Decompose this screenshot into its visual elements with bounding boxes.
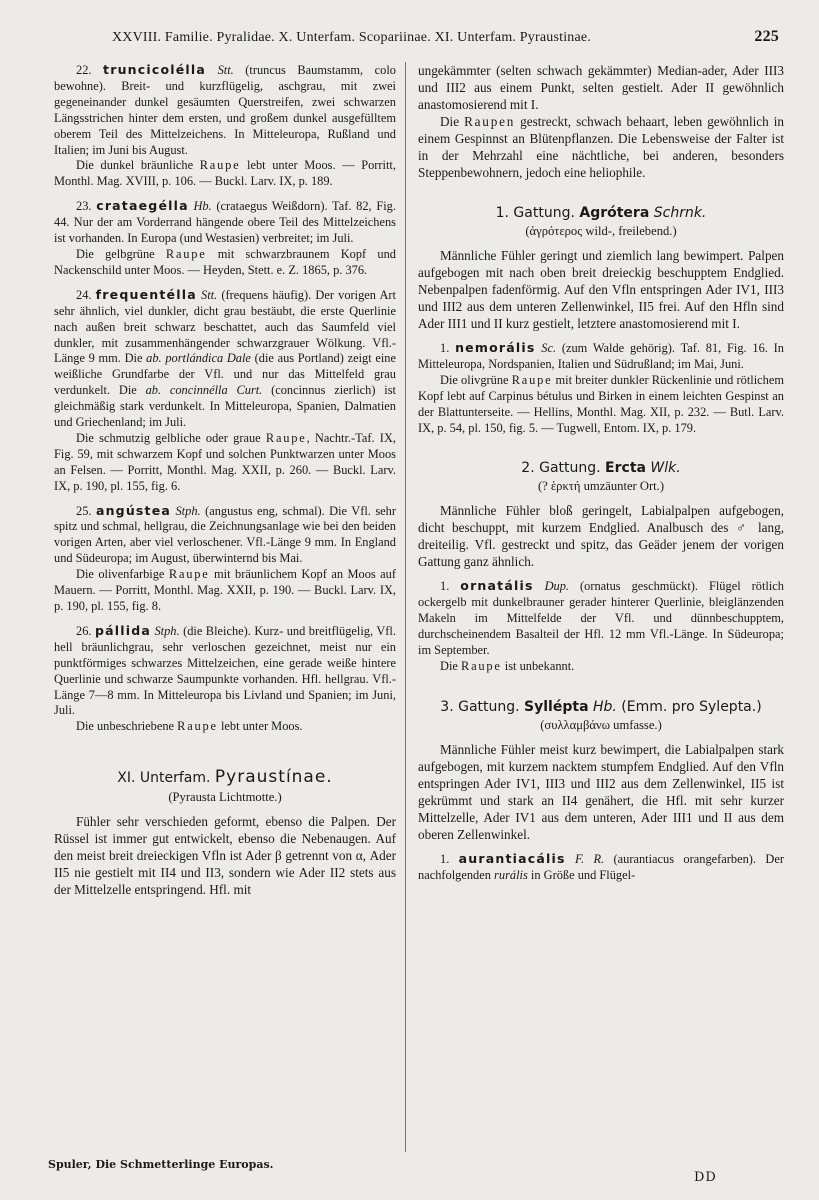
description: (angustus eng, schmal). Die Vfl. sehr spitz und schmal, hellgrau, die Zeichnungsanlage wie bei den beiden vorigen Arten, aber viel verloschener. Vfl.-Länge 9 mm. In England und Südeuropa; im August, überwinternd bis Mai. xyxy=(54,503,396,566)
genus-description: Männliche Fühler geringt und ziemlich lang bewimpert. Palpen aufgebogen mit nach oben breit dreieckig beschupptem Endglied. Nebenpalpen fadenförmig. Auf den Vfln entspringen Ader IV1, III3 und III2 aus dem unteren Zellenwinkel, II5 frei. Auf den Hfln sind Ader III1 und II kurz gestielt, letztere anastomosierend mit I. xyxy=(418,248,784,331)
author: Stph. xyxy=(154,623,180,638)
author: Schrnk. xyxy=(653,205,707,221)
larva-note: Die schmutzig gelbliche oder graue Raupe, Nachtr.-Taf. IX, Fig. 59, mit schwarzem Kopf und solchen Punktwarzen unter Moos an Felsen. — Porritt, Monthl. Mag. XXII, p. 260. — Buckl. Larv. IX, p. 190, pl. 155, fig. 6. xyxy=(54,430,396,493)
description: (truncus Baumstamm, colo bewohne). Breit- und kurzflügelig, aschgrau, mit zwei gegeneinander dunkel gesäumten Querstreifen, zwei schwarzen Längsstrichen hinter dem ersten, und großem dunkel ausgefülltem oberem Teil des Mittelzeichens. In Mitteleuropa, Rußland und Italien; im Juni bis August. xyxy=(54,63,396,157)
signature-mark: DD xyxy=(694,1170,717,1185)
running-head xyxy=(112,30,779,46)
left-column xyxy=(54,62,396,898)
species-entry-pallida: 26. pállida Stph. (die Bleiche). Kurz- und breitflügelig, Vfl. hell bräunlichgrau, sehr verloschen gezeichnet, meist nur ein punktförmiges schwarzes Mittelzeichen, eine gerade weiße hintere Querlinie und schwarze Saumpunkte vorhanden. Hfl. hellgrau. Vfl.-Länge 7—8 mm. In Mitteleuropa bis Livland und Spanien; im Juni, Juli. xyxy=(54,622,396,718)
species-name: nemorális xyxy=(455,340,536,355)
subfamily-heading: XI. Unterfam. Pyraustínae. xyxy=(117,767,333,788)
author: Dup. xyxy=(544,579,570,594)
genus-description: Männliche Fühler bloß geringelt, Labialpalpen aufgebogen, dicht beschuppt, mit kurzem Endglied. Analbusch des ♂ lang, dreiteilig. Vfl. gestreckt und spitz, das Geäder jenem der vorigen Gattung ganz ähnlich. xyxy=(418,503,784,570)
species-entry-truncicolella: 22. truncicolélla Stt. (truncus Baumstamm, colo bewohne). Breit- und kurzflügelig, aschgrau, mit zwei gegeneinander dunkel gesäumten Querstreifen, zwei schwarzen Längsstrichen hinter dem ersten, und großem dunkel ausgefülltem oberem Teil des Mittelzeichens. In Mitteleuropa, Rußland und Italien; im Juni bis August. xyxy=(54,62,396,157)
genus-name: Syllépta xyxy=(524,698,589,715)
aberration-name: concinnélla Curt. xyxy=(169,383,263,398)
author: Stt. xyxy=(217,63,234,77)
larva-note: Die Raupe ist unbekannt. xyxy=(440,658,575,673)
species-name: frequentélla xyxy=(95,286,197,302)
author: Hb. xyxy=(193,199,212,214)
author: Wlk. xyxy=(650,460,681,477)
description: (crataegus Weißdorn). Taf. 82, Fig. 44. Nur der am Vorderrand hängende obere Teil des Mittelzeichens ist vorhanden. In Europa (und Westasien) verbreitet; im Juli. xyxy=(54,199,396,246)
species-entry-crataegella: 23. crataegélla Hb. (crataegus Weißdorn). Taf. 82, Fig. 44. Nur der am Vorderrand hängende obere Teil des Mittelzeichens ist vorhanden. In Europa (und Westasien) verbreitet; im Juli. xyxy=(54,198,396,246)
page-number: 225 xyxy=(754,28,779,45)
genus-heading-agrotera: 1. Gattung. Agrótera Schrnk. xyxy=(495,205,707,221)
column-divider xyxy=(405,62,406,1152)
subfamily-description: Fühler sehr verschieden geformt, ebenso die Palpen. Der Rüssel ist immer gut entwickelt, ebenso die Nebenaugen. Auf den meist breit dreieckigen Vfln ist Ader β getrennt von α, Ader II5 nie gestielt mit II4 und II3, sondern wie Ader II2 stets aus der Mittelzelle entspringend. Hfl. mit xyxy=(54,814,396,898)
subfamily-description-continued: ungekämmter (selten schwach gekämmter) Median-ader, Ader III3 und III2 aus einem Punkt, selten gestielt. Ader II gewöhnlich anastomosierend mit I. xyxy=(418,63,784,112)
species-entry-angustea: 25. angústea Stph. (angustus eng, schmal). Die Vfl. sehr spitz und schmal, hellgrau, die Zeichnungsanlage wie bei den beiden vorigen Arten, aber viel verloschener. Vfl.-Länge 9 mm. In England und Südeuropa; im August, überwinternd bis Mai. xyxy=(54,502,396,566)
species-name: truncicolélla xyxy=(103,62,207,77)
author: Hb. xyxy=(592,698,617,715)
author: Stt. xyxy=(201,287,218,302)
genus-description: Männliche Fühler meist kurz bewimpert, die Labialpalpen stark aufgebogen, mit kurzem nacktem stumpfem Endglied. Auf den Vfln entspringen Ader IV1, III3 und III2 aus dem Zellenwinkel, II5 ist gekrümmt und stark an II4 genähert, die Hfl. mit sehr kurzer Mittelzelle, Ader IV1 aus dem unteren, Ader III1 und II aus dem oberen Zellenwinkel. xyxy=(418,741,784,842)
genus-etymology: (? ἑρκτή umzäunter Ort.) xyxy=(537,479,665,494)
author: Stph. xyxy=(175,503,201,518)
footer-book-title: Spuler, Die Schmetterlinge Europas. xyxy=(48,1158,274,1171)
running-head-text: XXVIII. Familie. Pyralidae. X. Unterfam. Scopariinae. XI. Unterfam. Pyraustinae. xyxy=(112,30,592,45)
larva-note: Die gelbgrüne Raupe mit schwarzbraunem Kopf und Nackenschild unter Moos. — Heyden, Stett. e. Z. 1865, p. 376. xyxy=(54,246,396,277)
genus-heading-ercta: 2. Gattung. Ercta Wlk. xyxy=(521,460,681,477)
species-name: pállida xyxy=(94,622,151,638)
aberration-name: portlándica Dale xyxy=(165,351,251,366)
genus-name: Ercta xyxy=(605,460,646,477)
larva-note: Die olivenfarbige Raupe mit bräunlichem Kopf an Moos auf Mauern. — Porritt, Monthl. Mag. XXII, p. 190. — Buckl. Larv. IX, p. 190, pl. 155, fig. 8. xyxy=(54,567,396,613)
right-column xyxy=(418,62,784,884)
description: (die Bleiche). Kurz- und breitflügelig, Vfl. hell bräunlichgrau, sehr verloschen gezeichnet, meist nur ein punktförmiges schwarzes Mittelzeichen, eine gerade weiße hintere Querlinie und schwarze Saumpunkte vorhanden. Hfl. hellgrau. Vfl.-Länge 7—8 mm. In Mitteleuropa bis Livland und Spanien; im Juni, Juli. xyxy=(54,623,396,718)
genus-etymology: (συλλαμβάνω umfasse.) xyxy=(540,717,662,732)
genus-etymology: (ἀγρότερος wild-, freilebend.) xyxy=(525,224,677,238)
larva-note: Die olivgrüne Raupe mit breiter dunkler Rückenlinie und rötlichem Kopf lebt auf Carpinus bétulus und Birken in einem leichten Gespinst an der Blattunterseite. — Hellins, Monthl. Mag. XII, p. 232. — Butl. Larv. IX, p. 54, pl. 150, fig. 5. — Tugwell, Entom. IX, p. 179. xyxy=(418,372,784,435)
subfamily-etymology: (Pyrausta Lichtmotte.) xyxy=(168,790,282,805)
author: Sc. xyxy=(541,341,557,355)
larva-note: Die dunkel bräunliche Raupe lebt unter Moos. — Porritt, Monthl. Mag. XVIII, p. 106. — Buckl. Larv. IX, p. 189. xyxy=(54,158,396,189)
author: F. R. xyxy=(575,851,605,866)
species-entry-ornatalis: 1. ornatális Dup. (ornatus geschmückt). Flügel rötlich ockergelb mit dunkelbrauner gerader hinterer Querlinie, bleiglänzenden Makeln im Mittelfelde der Vfl. und dünnbeschupptem, durchscheinendem Basalteil der Hfl. 12 mm Vfl.-Länge. In Südeuropa; im September. xyxy=(418,578,784,658)
species-name: angústea xyxy=(95,502,172,518)
larva-note: Die unbeschriebene Raupe lebt unter Moos. xyxy=(76,719,303,734)
genus-name: Agrótera xyxy=(579,205,650,221)
species-entry-frequentella: 24. frequentélla Stt. (frequens häufig). Der vorigen Art sehr ähnlich, viel dunkler, dicht grau bestäubt, die erste Querlinie nach außen breit schwarz beschattet, auch das Saumfeld viel dunkler, mit zusammenhängender schwarzgrauer Wölkung. Vfl.-Länge 9 mm. Die ab. portlándica Dale (die aus Portland) zeigt eine weißliche Grundfarbe der Vfl. und nur das Mittelfeld grau verdunkelt. Die ab. concinnélla Curt. (concinnus zierlich) ist gleichmäßig stark verdunkelt. In Mitteleuropa, Spanien, Dalmatien und Griechenland; im Juli. xyxy=(54,286,396,430)
larva-note: Die Raupen gestreckt, schwach behaart, leben gewöhnlich in einem Gespinnst an Blütenpflanzen. Die Lebensweise der Falter ist in der Mehrzahl eine nächtliche, bei anderen, besonders Steppenbewohnern, jedoch eine heliophile. xyxy=(418,114,784,180)
species-name: crataegélla xyxy=(96,198,189,214)
species-name: aurantiacális xyxy=(458,850,566,866)
species-entry-aurantiacalis: 1. aurantiacális F. R. (aurantiacus orangefarben). Der nachfolgenden rurális in Größe und Flügel- xyxy=(418,850,784,882)
genus-heading-syllepta: 3. Gattung. Syllépta Hb. (Emm. pro Sylepta.) xyxy=(440,698,762,715)
species-entry-nemoralis: 1. nemorális Sc. (zum Walde gehörig). Taf. 81, Fig. 16. In Mitteleuropa, Nordspanien, Italien und Südrußland; im Mai, Juni. xyxy=(418,340,784,371)
species-name: ornatális xyxy=(460,578,534,594)
